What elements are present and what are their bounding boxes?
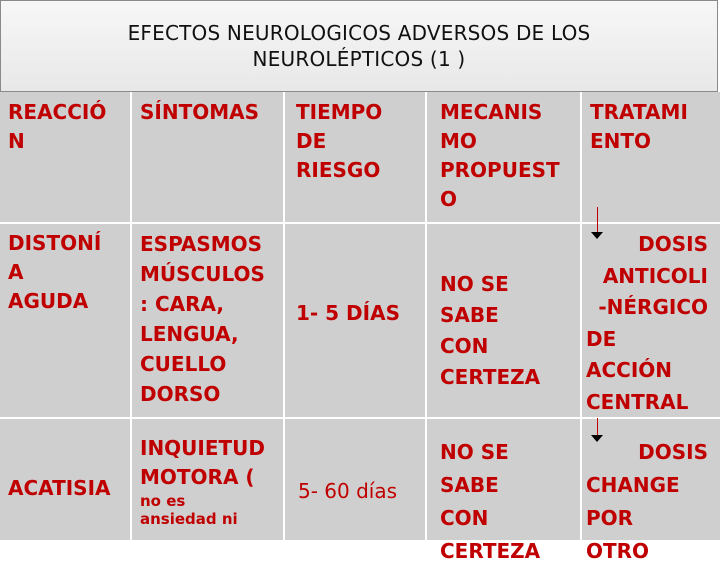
row1-tratamiento-line: ACCIÓN xyxy=(586,358,673,382)
row1-tratamiento-line: ANTICOLI xyxy=(602,263,708,288)
header-mecanismo-line: MECANIS xyxy=(440,100,543,124)
row2-reaccion: ACATISIA xyxy=(8,476,111,500)
row1-reaccion xyxy=(8,229,101,316)
row1-reaccion-line: AGUDA xyxy=(8,289,89,313)
column-divider xyxy=(130,92,132,540)
title-line-1: EFECTOS NEUROLOGICOS ADVERSOS DE LOS xyxy=(127,21,591,45)
column-divider xyxy=(580,92,582,540)
row1-tiempo: 1- 5 DÍAS xyxy=(296,301,400,325)
header-tratamiento-line: ENTO xyxy=(590,129,652,153)
row2-sintomas-line: INQUIETUD xyxy=(140,436,266,460)
header-mecanismo xyxy=(440,98,560,214)
row2-mecanismo-line: SABE xyxy=(440,473,499,497)
header-reaccion xyxy=(8,98,106,156)
row1-sintomas-line: : CARA, xyxy=(140,292,224,316)
row1-tratamiento-line: DE xyxy=(586,326,617,351)
row-divider xyxy=(0,222,720,224)
header-tiempo-line: DE xyxy=(296,129,327,153)
row1-tratamiento-line: -NÉRGICO xyxy=(598,295,708,319)
row1-sintomas-line: MÚSCULOS xyxy=(140,262,265,286)
header-sintomas xyxy=(140,98,259,127)
row2-sintomas-line: no es xyxy=(140,492,186,510)
header-tiempo xyxy=(296,98,382,185)
header-tiempo-line: RIESGO xyxy=(296,158,381,182)
row1-sintomas-line: LENGUA, xyxy=(140,322,239,346)
header-tratamiento xyxy=(590,98,688,156)
slide-title xyxy=(0,0,718,92)
row1-sintomas xyxy=(140,229,265,409)
row1-sintomas-line: CUELLO xyxy=(140,352,227,376)
header-tiempo-line: TIEMPO xyxy=(296,100,383,124)
row1-tratamiento xyxy=(586,229,708,418)
header-reaccion-line: REACCIÓ xyxy=(8,100,107,124)
row1-sintomas-line: ESPASMOS xyxy=(140,232,263,256)
header-mecanismo-line: PROPUEST xyxy=(440,158,560,182)
row2-tratamiento-line: CHANGE xyxy=(586,473,680,497)
header-mecanismo-line: MO xyxy=(440,129,477,153)
row2-sintomas xyxy=(140,434,265,528)
row1-tratamiento-line: CENTRAL xyxy=(586,389,689,414)
row1-mecanismo-line: NO SE xyxy=(440,272,509,296)
column-divider xyxy=(425,92,427,540)
row1-mecanismo-line: CON xyxy=(440,334,489,358)
row2-tratamiento-line: POR xyxy=(586,506,634,530)
row1-reaccion-line: A xyxy=(8,260,24,284)
row2-tratamiento-line: DOSIS xyxy=(638,440,708,464)
row1-mecanismo xyxy=(440,269,540,393)
row2-mecanismo xyxy=(440,436,540,568)
row2-tratamiento xyxy=(586,436,708,568)
row2-tratamiento-line: OTRO xyxy=(586,539,650,563)
title-line-2: NEUROLÉPTICOS (1 ) xyxy=(252,47,466,71)
header-sintomas-line: SÍNTOMAS xyxy=(140,100,260,124)
row2-sintomas-line: ansiedad ni xyxy=(140,510,238,528)
header-reaccion-line: N xyxy=(8,129,25,153)
row2-mecanismo-line: NO SE xyxy=(440,440,509,464)
header-tratamiento-line: TRATAMI xyxy=(590,100,688,124)
row2-mecanismo-line: CERTEZA xyxy=(440,539,541,563)
row1-reaccion-line: DISTONÍ xyxy=(8,231,102,255)
column-divider xyxy=(283,92,285,540)
row1-mecanismo-line: CERTEZA xyxy=(440,365,541,389)
row2-sintomas-line: MOTORA ( xyxy=(140,465,255,489)
row1-tratamiento-line: DOSIS xyxy=(638,232,708,256)
header-mecanismo-line: O xyxy=(440,187,458,211)
row1-mecanismo-line: SABE xyxy=(440,303,499,327)
row2-mecanismo-line: CON xyxy=(440,506,489,530)
row1-sintomas-line: DORSO xyxy=(140,382,221,406)
row2-tiempo: 5- 60 días xyxy=(298,479,398,503)
